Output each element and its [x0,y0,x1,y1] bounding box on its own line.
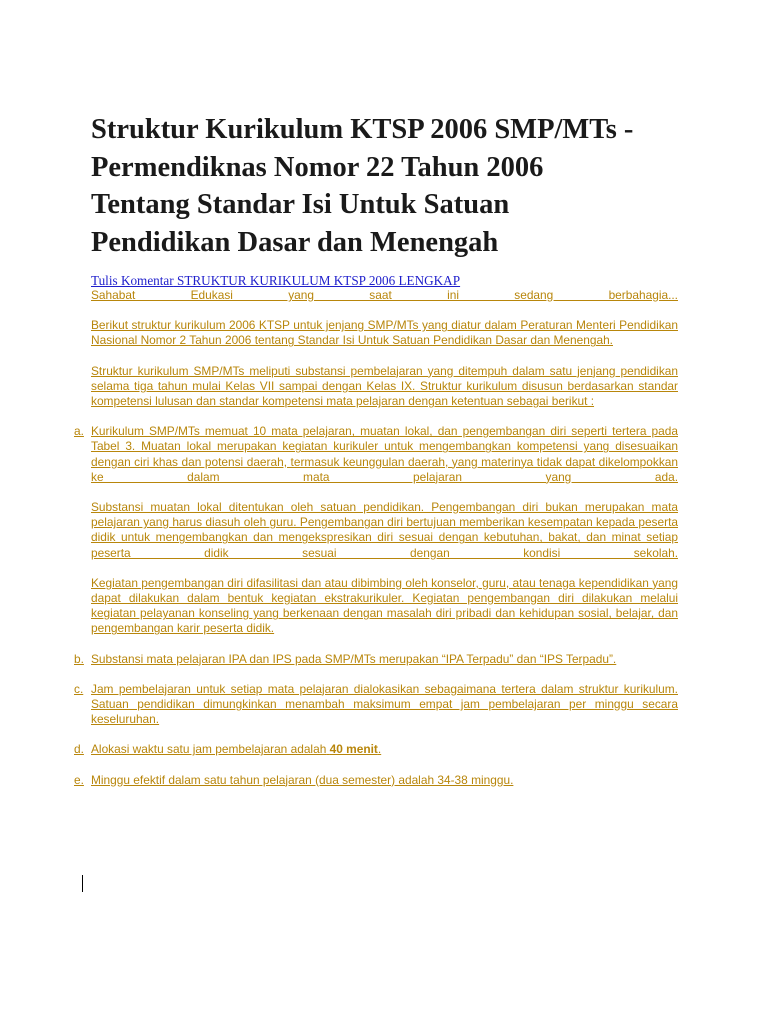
list-item-d-bold: 40 menit [329,742,378,757]
title-line-2: Permendiknas Nomor 22 Tahun 2006 [91,151,544,183]
list-item-a-paragraph-1: Kurikulum SMP/MTs memuat 10 mata pelajaran, muatan lokal, dan pengembangan diri seperti tertera pada Tabel 3. Muatan lokal merupakan kegiatan kurikuler untuk mengembangkan kompetensi yang disesuaikan dengan ciri khas dan potensi daerah, termasuk keunggulan daerah, yang materinya tidak dapat dikelompokkan ke dalam mata pelajaran yang ada. [91,424,678,484]
list-marker: c. [74,681,84,696]
list-item-a [74,424,678,636]
intro-paragraph-2: Struktur kurikulum SMP/MTs meliputi substansi pembelajaran yang ditempuh dalam satu jenjang pendidikan selama tiga tahun mulai Kelas VII sampai dengan Kelas IX. Struktur kurikulum disusun berdasarkan standar kompetensi lulusan dan standar kompetensi mata pelajaran dengan ketentuan sebagai berikut : [91,363,678,409]
list-item-d-text-before: Alokasi waktu satu jam pembelajaran adalah [91,742,327,757]
list-marker: e. [74,772,84,787]
list-item-d [74,742,678,757]
list-item-b-text: Substansi mata pelajaran IPA dan IPS pada SMP/MTs merupakan “IPA Terpadu” dan “IPS Terpadu”. [91,651,617,666]
list-item-e [74,772,678,788]
page-title [91,111,691,261]
list-marker: a. [74,424,84,439]
list-marker: d. [74,742,84,757]
list-item-a-paragraph-2: Substansi muatan lokal ditentukan oleh satuan pendidikan. Pengembangan diri bukan merupakan mata pelajaran yang harus diasuh oleh guru. Pengembangan diri bertujuan memberikan kesempatan kepada peserta didik untuk mengembangkan dan mengekspresikan diri sesuai dengan kebutuhan, bakat, dan minat setiap peserta didik sesuai dengan kondisi sekolah. [91,500,678,560]
list-item-e-text: Minggu efektif dalam satu tahun pelajaran (dua semester) adalah 34-38 minggu. [91,772,514,787]
title-line-3: Tentang Standar Isi Untuk Satuan [91,189,510,220]
list-item-a-paragraph-3: Kegiatan pengembangan diri difasilitasi dan atau dibimbing oleh konselor, guru, atau tenaga kependidikan yang dapat dilakukan dalam bentuk kegiatan ekstrakurikuler. Kegiatan pengembangan diri dilakukan melalui kegiatan pelayanan konseling yang berkenaan dengan masalah diri pribadi dan kehidupan sosial, belajar, dan pengembangan karir peserta didik. [91,575,678,636]
list-item-c [74,681,678,728]
text-cursor [82,875,83,892]
comment-link-row [91,273,678,288]
title-line-1: Struktur Kurikulum KTSP 2006 SMP/MTs - [91,114,634,145]
list-item-b [74,651,678,667]
article-body [74,273,678,788]
intro-paragraph-1: Berikut struktur kurikulum 2006 KTSP untuk jenjang SMP/MTs yang diatur dalam Peraturan Menteri Pendidikan Nasional Nomor 2 Tahun 2006 tentang Standar Isi Untuk Satuan Pendidikan Dasar dan Menengah. [91,318,678,348]
article-title-link[interactable]: STRUKTUR KURIKULUM KTSP 2006 LENGKAP [176,273,461,288]
list-item-c-text: Jam pembelajaran untuk setiap mata pelajaran dialokasikan sebagaimana tertera dalam struktur kurikulum. Satuan pendidikan dimungkinkan menambah maksimum empat jam pembelajaran per minggu secara keseluruhan. [91,681,678,727]
list-marker: b. [74,651,84,666]
greeting-text: Sahabat Edukasi yang saat ini sedang berbahagia... [91,288,678,302]
list-item-d-text-after: . [377,742,382,757]
write-comment-link[interactable]: Tulis Komentar [91,273,174,288]
list-item-d-text [91,742,678,757]
title-line-4: Pendidikan Dasar dan Menengah [91,226,499,258]
